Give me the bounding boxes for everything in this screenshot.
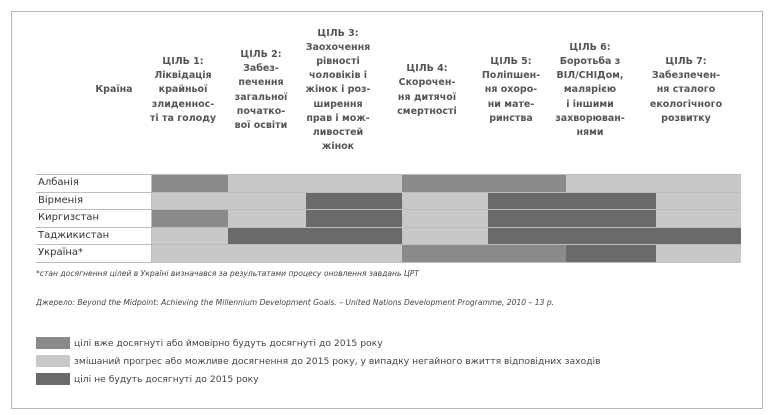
status-cell-goal-5 (488, 210, 566, 227)
status-cell-goal-4 (402, 193, 488, 210)
goal-1-header: ЦІЛЬ 1: Ліквідація крайньої злиденнос- ті та голоду (149, 55, 217, 124)
status-cell-goal-2 (228, 228, 306, 245)
status-cell-goal-4 (402, 245, 488, 262)
country-cell: Україна* (36, 245, 152, 262)
table-row (36, 245, 741, 263)
legend-not-achieved (36, 371, 259, 387)
status-cell-goal-3 (306, 210, 402, 227)
status-cell-goal-1 (152, 193, 228, 210)
country-column-header: Країна (95, 84, 133, 96)
status-cell-goal-2 (228, 193, 306, 210)
status-cell-goal-4 (402, 210, 488, 227)
status-cell-goal-6 (566, 245, 656, 262)
goals-table-figure (11, 11, 763, 409)
status-cell-goal-6 (566, 228, 656, 245)
country-cell: Вірменія (36, 193, 152, 210)
status-cell-goal-5 (488, 193, 566, 210)
legend-label: цілі не будуть досягнуті до 2015 року (74, 373, 259, 385)
status-cell-goal-3 (306, 228, 402, 245)
status-cell-goal-1 (152, 228, 228, 245)
table-row (36, 210, 741, 228)
status-cell-goal-7 (656, 175, 741, 192)
country-cell: Киргизстан (36, 210, 152, 227)
status-cell-goal-7 (656, 193, 741, 210)
status-cell-goal-6 (566, 193, 656, 210)
status-cell-goal-4 (402, 228, 488, 245)
legend-label: цілі вже досягнуті або ймовірно будуть досягнуті до 2015 року (74, 337, 383, 349)
legend-label: змішаний прогрес або можливе досягнення до 2015 року, у випадку негайного вжиття відповідних заходів (74, 355, 601, 367)
legend-swatch (36, 337, 70, 349)
legend-swatch (36, 373, 70, 385)
status-cell-goal-6 (566, 210, 656, 227)
legend-mixed (36, 353, 601, 369)
status-cell-goal-7 (656, 245, 741, 262)
goal-2-header: ЦІЛЬ 2: Забез- печення загальної початко- вої освіти (234, 48, 288, 131)
status-cell-goal-5 (488, 175, 566, 192)
goal-3-header: ЦІЛЬ 3: Заохочення рівності чоловіків і жінок і роз- ширення прав і мож- ливостей жінок (305, 27, 371, 153)
status-grid (36, 174, 741, 263)
status-cell-goal-7 (656, 210, 741, 227)
legend-achieved (36, 335, 383, 351)
source-note: Джерело: Beyond the Midpoint: Achieving the Millennium Development Goals. – United Nations Development Programme, 2010 – 13 р. (36, 298, 555, 307)
table-row (36, 174, 741, 193)
status-cell-goal-5 (488, 228, 566, 245)
status-cell-goal-3 (306, 193, 402, 210)
status-cell-goal-7 (656, 228, 741, 245)
table-row (36, 228, 741, 246)
status-cell-goal-2 (228, 175, 306, 192)
status-cell-goal-4 (402, 175, 488, 192)
status-cell-goal-5 (488, 245, 566, 262)
status-cell-goal-3 (306, 245, 402, 262)
status-cell-goal-6 (566, 175, 656, 192)
status-cell-goal-2 (228, 245, 306, 262)
country-cell: Таджикистан (36, 228, 152, 245)
status-cell-goal-2 (228, 210, 306, 227)
legend-swatch (36, 355, 70, 367)
status-cell-goal-1 (152, 175, 228, 192)
goal-6-header: ЦІЛЬ 6: Боротьба з ВІЛ/СНІДом, малярією і іншими захворюван- нями (555, 41, 625, 138)
goal-7-header: ЦІЛЬ 7: Забезпечен- ня сталого екологічного розвитку (649, 55, 723, 124)
goal-5-header: ЦІЛЬ 5: Поліпшен- ня охоро- ни мате- ринства (481, 55, 541, 124)
status-cell-goal-1 (152, 210, 228, 227)
table-row (36, 193, 741, 211)
country-cell: Албанія (36, 175, 152, 192)
status-cell-goal-1 (152, 245, 228, 262)
goal-4-header: ЦІЛЬ 4: Скорочен- ня дитячої смертності (397, 63, 457, 117)
footnote: *стан досягнення цілей в Україні визначався за результатами процесу оновлення завдань ЦРТ (36, 269, 420, 278)
status-cell-goal-3 (306, 175, 402, 192)
